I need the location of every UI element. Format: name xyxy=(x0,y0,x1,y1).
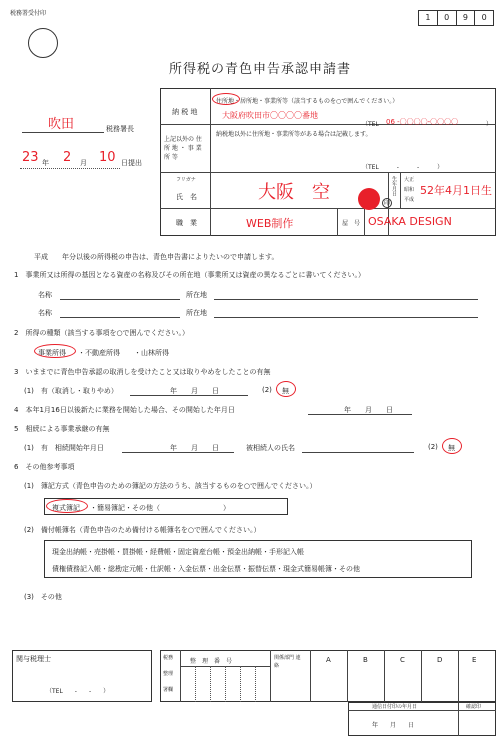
question-2: 2 所得の種類（該当する事項を○で囲んでください。） xyxy=(14,329,190,337)
q3-no[interactable]: 無 xyxy=(282,387,289,395)
q4-date: 年 月 日 xyxy=(344,406,393,414)
tax-place-circle xyxy=(212,93,240,105)
q3-no-num: (2) xyxy=(262,386,272,394)
cell-line xyxy=(195,666,196,702)
col-c: C xyxy=(400,656,405,664)
birth-value[interactable]: 52年4月1日生 xyxy=(420,184,492,197)
books-line-1: 現金出納帳・売掛帳・買掛帳・経費帳・固定資産台帳・預金出納帳・手形記入帳 xyxy=(52,548,304,556)
question-6-3: (3) その他 xyxy=(24,593,62,601)
q5-no-num: (2) xyxy=(428,443,438,451)
form-number-digit: 0 xyxy=(438,11,457,25)
col-line xyxy=(400,172,401,208)
bookkeeping-rest: ・簡易簿記・その他（ ） xyxy=(90,504,230,512)
other-tel: （TEL - - ） xyxy=(362,164,444,171)
date-underline xyxy=(20,168,120,169)
col-line xyxy=(347,650,348,702)
tax-place-value[interactable]: 大阪府吹田市〇〇〇〇番地 xyxy=(222,111,318,120)
question-5: 5 相続による事業承継の有無 xyxy=(14,425,110,433)
cell-line xyxy=(210,666,211,702)
tel-prefix: （TEL xyxy=(362,121,379,128)
cell-line xyxy=(240,666,241,702)
stamp-circle xyxy=(28,28,58,58)
col-e: E xyxy=(472,656,477,664)
question-3: 3 いままでに青色申告承認の取消しを受けたこと又は取りやめをしたことの有無 xyxy=(14,368,271,376)
name-field-label-2: 名称 xyxy=(38,309,52,317)
form-number-digit: 0 xyxy=(481,13,487,22)
col-line xyxy=(210,88,211,236)
dept-link-label: 関係部門 連 絡 xyxy=(274,655,306,669)
other-address-note: 納税地以外に住所地・事業所等がある場合は記載します。 xyxy=(216,131,372,138)
col-b: B xyxy=(363,656,368,664)
q3-date: 年 月 日 xyxy=(170,387,219,395)
q3-no-circle xyxy=(276,381,296,397)
col-line xyxy=(458,650,459,702)
question-6-1: (1) 簿記方式（青色申告のための簿記の方法のうち、該当するものを○で囲んでください。） xyxy=(24,482,317,490)
books-line-2: 債権債務記入帳・総勘定元帳・仕訳帳・入金伝票・出金伝票・振替伝票・現金式簡易帳簿・その他 xyxy=(52,565,360,573)
income-forest[interactable]: ・山林所得 xyxy=(134,349,169,357)
office-use-label: 税務 xyxy=(163,655,174,661)
furigana-label: フリガナ xyxy=(176,177,196,183)
ref-number-label: 整 理 番 号 xyxy=(190,658,233,665)
col-line xyxy=(421,650,422,702)
income-business[interactable]: 事業所得 xyxy=(38,349,66,357)
question-6-2: (2) 備付帳簿名（青色申告のため備付ける帳簿名を○で囲んでください。） xyxy=(24,526,261,534)
location-field-label-2: 所在地 xyxy=(186,309,207,317)
location-field-label: 所在地 xyxy=(186,291,207,299)
era-heisei: 平成 xyxy=(404,197,415,203)
name-label: 氏 名 xyxy=(176,193,197,201)
submit-year-label: 年 xyxy=(42,159,49,167)
question-6: 6 その他参考事項 xyxy=(14,463,75,471)
accountant-label: 関与税理士 xyxy=(16,655,51,663)
tel-suffix: ） xyxy=(486,121,493,128)
income-realestate[interactable]: ・不動産所得 xyxy=(78,349,120,357)
intro-text: 平成 年分以後の所得税の申告は、青色申告書によりたいので申請します。 xyxy=(34,253,279,261)
form-number-box xyxy=(418,10,494,26)
q5-heir-label: 被相続人の氏名 xyxy=(246,444,295,452)
cell-line xyxy=(225,666,226,702)
col-d: D xyxy=(437,656,443,664)
era-taisho: 大正 xyxy=(404,177,415,183)
name-field-line-2 xyxy=(60,317,180,318)
location-field-line-2 xyxy=(214,317,478,318)
q5-no-circle xyxy=(442,438,462,454)
notice-date: 年 月 日 xyxy=(372,722,415,729)
tax-office-name[interactable]: 吹田 xyxy=(48,117,75,132)
submit-month[interactable]: 2 xyxy=(63,150,72,165)
seal-stamp xyxy=(358,188,380,210)
q5-yes[interactable]: (1) 有 相続開始年月日 xyxy=(24,444,104,452)
seal-mark: 印 xyxy=(383,200,390,207)
col-line xyxy=(384,650,385,702)
submit-day[interactable]: 10 xyxy=(99,150,116,165)
stamp-label: 税務署受付印 xyxy=(10,10,47,17)
notice-label: 通信日付印の年月日 xyxy=(372,704,418,710)
name-value[interactable]: 大阪 空 xyxy=(258,182,330,203)
name-field-label: 名称 xyxy=(38,291,52,299)
shop-value[interactable]: OSAKA DESIGN xyxy=(368,215,452,228)
q3-yes[interactable]: (1) 有（取消し・取りやめ） xyxy=(24,387,118,395)
submit-month-label: 月 xyxy=(80,159,87,167)
page-title: 所得税の青色申告承認申請書 xyxy=(168,62,351,77)
col-line xyxy=(310,650,311,702)
tel-value[interactable]: 06 -〇〇〇〇-〇〇〇〇 xyxy=(386,118,459,126)
submit-day-label: 日提出 xyxy=(121,159,142,167)
row-line xyxy=(348,710,496,711)
era-showa: 昭和 xyxy=(404,187,415,193)
office-use-label-3: 署欄 xyxy=(163,687,174,693)
accountant-tel: （TEL - - ） xyxy=(46,688,110,695)
question-4: 4 本年1月16日以後新たに業務を開始した場合、その開始した年月日 xyxy=(14,406,235,414)
form-number-digit: 1 xyxy=(419,11,438,25)
income-business-circle xyxy=(34,344,76,358)
job-label: 職 業 xyxy=(176,219,197,227)
confirm-label: 確認印 xyxy=(466,704,482,710)
col-a: A xyxy=(326,656,331,664)
name-field-line xyxy=(60,299,180,300)
office-underline xyxy=(22,132,104,133)
q5-no[interactable]: 無 xyxy=(448,444,455,452)
col-line xyxy=(458,702,459,736)
tax-place-label: 納 税 地 xyxy=(172,108,198,116)
job-value[interactable]: WEB制作 xyxy=(246,217,294,230)
col-line xyxy=(180,650,181,702)
cell-line xyxy=(255,666,256,702)
bookkeeping-double-circle xyxy=(46,499,88,513)
shop-label: 屋 号 xyxy=(341,220,360,227)
other-address-label: 上記以外の 住 所 地 ・ 事 業 所 等 xyxy=(164,136,202,161)
q5-date: 年 月 日 xyxy=(170,444,219,452)
q5-heir-line xyxy=(302,452,414,453)
office-use-label-2: 整理 xyxy=(163,671,174,677)
col-line xyxy=(270,650,271,702)
form-number-digit: 9 xyxy=(457,11,476,25)
col-line xyxy=(337,208,338,236)
birth-label: 生年月日 xyxy=(391,176,397,196)
tax-office-suffix: 税務署長 xyxy=(106,125,134,133)
col-line xyxy=(364,208,365,236)
location-field-line xyxy=(214,299,478,300)
bookkeeping-double[interactable]: 複式簿記 xyxy=(52,504,80,512)
submit-year[interactable]: 23 xyxy=(22,150,39,165)
tax-place-options: 住所地・居所地・事業所等（該当するものを○で囲んでください。） xyxy=(216,98,399,105)
question-1: 1 事業所又は所得の基因となる資産の名称及びその所在地（事業所又は資産の異なるごとに書いてください。） xyxy=(14,271,365,279)
